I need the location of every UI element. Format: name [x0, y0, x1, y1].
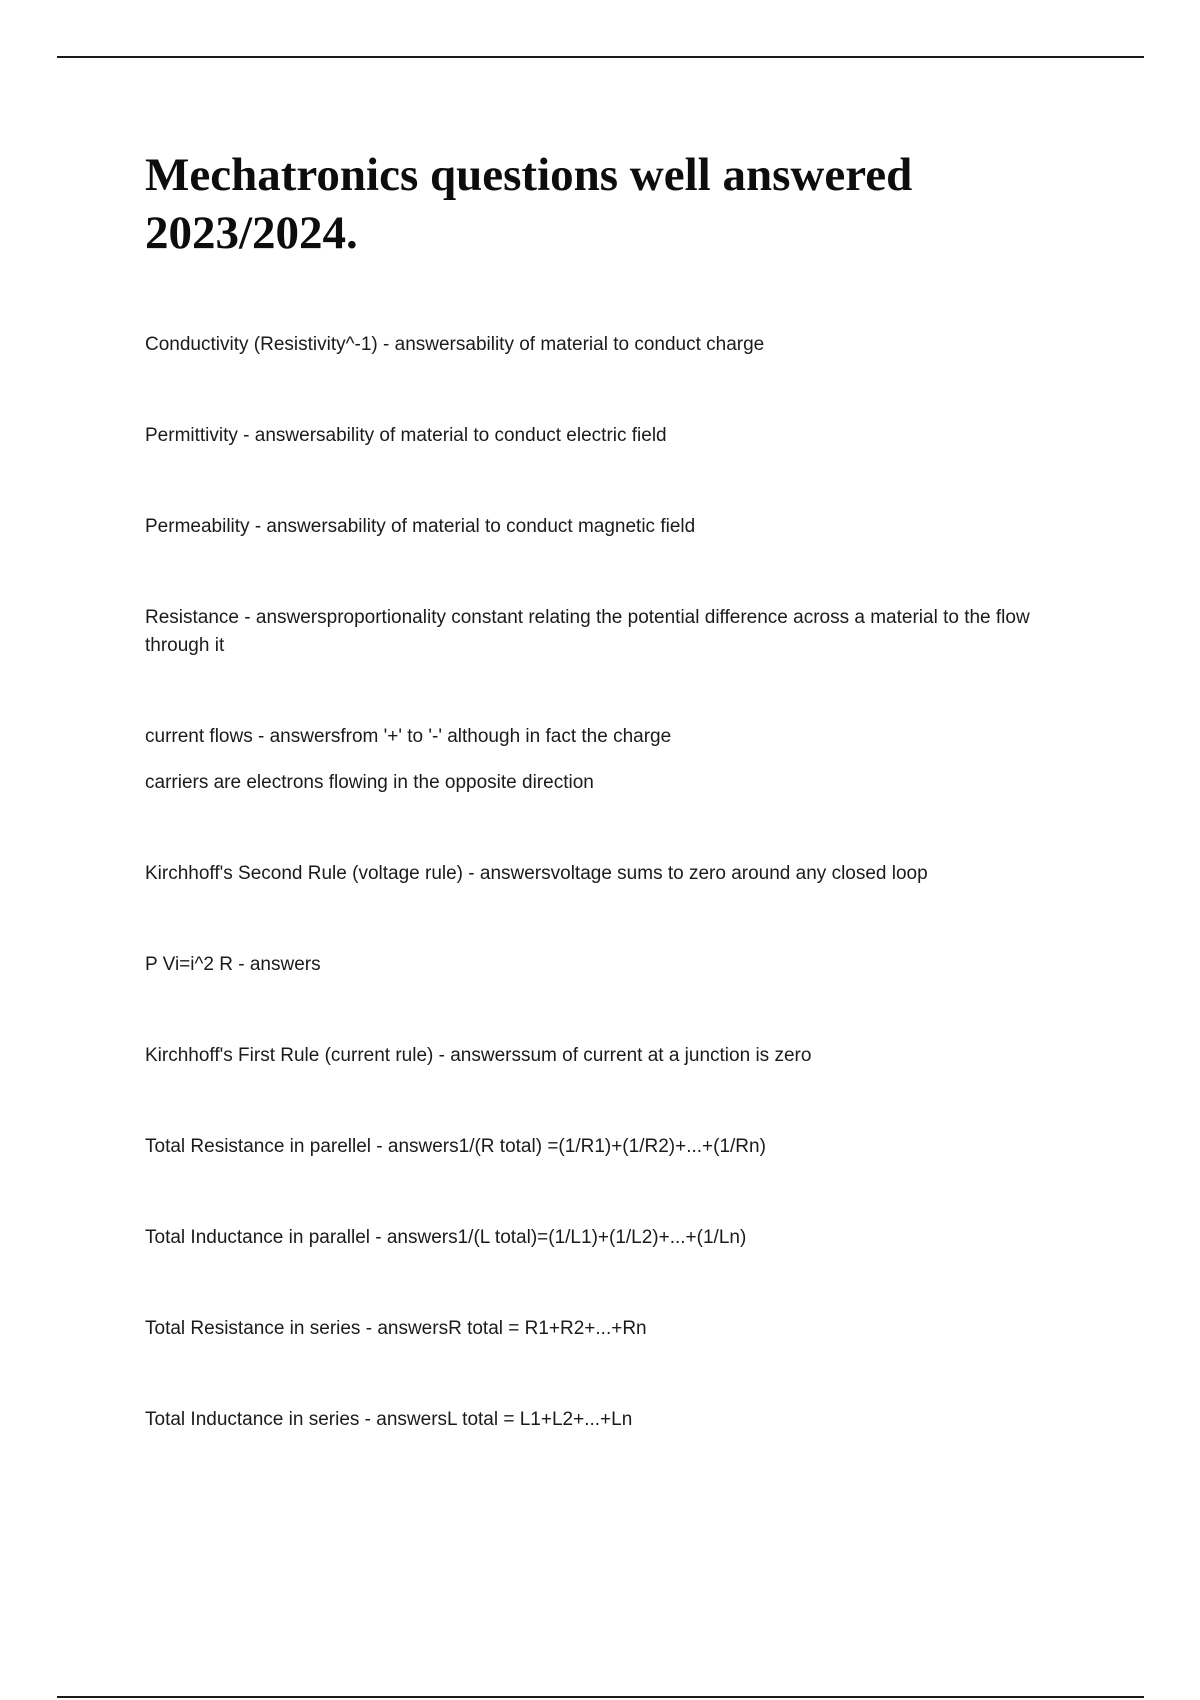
- qa-entry-text: Kirchhoff's First Rule (current rule) - answerssum of current at a junction is zero: [145, 1045, 812, 1066]
- qa-entry-text: Permeability - answersability of material to conduct magnetic field: [145, 516, 696, 537]
- qa-entry-text: Conductivity (Resistivity^-1) - answersability of material to conduct charge: [145, 334, 765, 355]
- qa-entry-text: Total Inductance in parallel - answers1/(L total)=(1/L1)+(1/L2)+...+(1/Ln): [145, 1227, 747, 1248]
- qa-entry-kirchhoff-second-rule: [145, 860, 1085, 888]
- qa-entry-resistance-parallel: [145, 1133, 1085, 1161]
- qa-entry-text: Total Inductance in series - answersL total = L1+L2+...+Ln: [145, 1409, 633, 1430]
- qa-entry-permittivity: [145, 422, 1085, 450]
- top-divider: [57, 56, 1144, 58]
- qa-entry-power: [145, 951, 1085, 979]
- document-title: Mechatronics questions well answered 2023/2024.: [145, 149, 913, 259]
- qa-entry-text: current flows - answersfrom '+' to '-' although in fact the charge: [145, 726, 672, 747]
- qa-entry-text: Permittivity - answersability of material to conduct electric field: [145, 425, 667, 446]
- qa-entry-current-flows-continued: [145, 769, 1085, 797]
- qa-entry-inductance-parallel: [145, 1224, 1085, 1252]
- qa-entry-current-flows: [145, 723, 1085, 751]
- bottom-divider: [57, 1696, 1144, 1698]
- qa-entry-text: Total Resistance in parellel - answers1/(R total) =(1/R1)+(1/R2)+...+(1/Rn): [145, 1136, 766, 1157]
- qa-entry-text: P Vi=i^2 R - answers: [145, 954, 321, 975]
- qa-entry-permeability: [145, 513, 1085, 541]
- qa-entry-resistance-series: [145, 1315, 1085, 1343]
- qa-entry-resistance: [145, 604, 1085, 660]
- qa-entry-text: Resistance - answersproportionality constant relating the potential difference across a material to the flow through it: [145, 607, 1035, 656]
- qa-entry-text: Total Resistance in series - answersR total = R1+R2+...+Rn: [145, 1318, 647, 1339]
- qa-entry-conductivity: [145, 331, 1085, 359]
- qa-entry-text: carriers are electrons flowing in the opposite direction: [145, 772, 594, 793]
- qa-entry-inductance-series: [145, 1406, 1085, 1434]
- qa-entry-text: Kirchhoff's Second Rule (voltage rule) - answersvoltage sums to zero around any closed loop: [145, 863, 928, 884]
- qa-entry-kirchhoff-first-rule: [145, 1042, 1085, 1070]
